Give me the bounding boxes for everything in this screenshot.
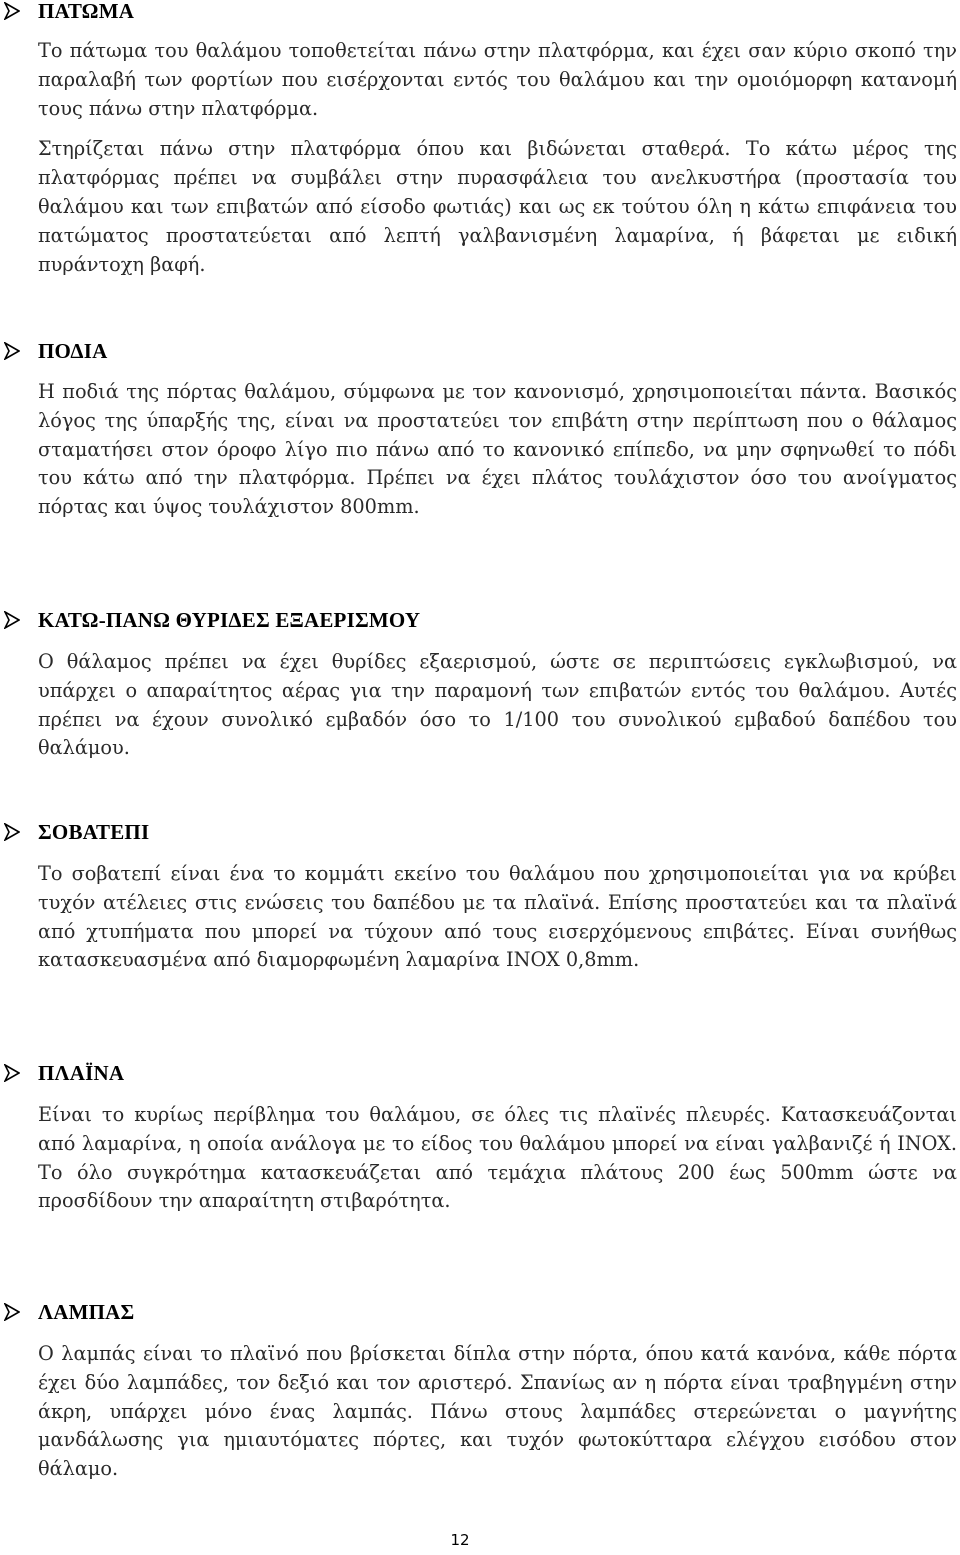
section-heading-text: ΚΑΤΩ-ΠΑΝΩ ΘΥΡΙΔΕΣ ΕΞΑΕΡΙΣΜΟΥ: [38, 608, 421, 632]
section-paragraph: Είναι το κυρίως περίβλημα του θαλάμου, σε όλες τις πλαϊνές πλευρές. Κατασκευάζονται από λαμαρίνα, η οποία ανάλογα με το είδος του θαλάμου μπορεί να είναι γαλβανιζέ ή INOX. Το όλο συγκρότημα κατασκευάζεται από τεμάχια πλάτους 200 έως 500mm ώστε να προσδίδουν την απαραίτητη στιβαρότητα.: [38, 1103, 957, 1213]
section-heading-text: ΣΟΒΑΤΕΠΙ: [38, 820, 150, 844]
section-heading: [0, 818, 960, 846]
arrowhead-bullet-icon: [4, 1064, 20, 1082]
section-heading: [0, 606, 960, 634]
section-paragraph: Ο θάλαμος πρέπει να έχει θυρίδες εξαερισμού, ώστε σε περιπτώσεις εγκλωβισμού, να υπάρχει ο απαραίτητος αέρας για την παραμονή των επιβατών εντός του θαλάμου. Αυτές πρέπει να έχουν συνολικό εμβαδόν όσο το 1/100 του συνολικού εμβαδού δαπέδου του θαλάμου.: [38, 650, 957, 760]
arrowhead-bullet-icon: [4, 342, 20, 360]
section-paragraph: Στηρίζεται πάνω στην πλατφόρμα όπου και βιδώνεται σταθερά. Το κάτω μέρος της πλατφόρμας πρέπει να συμβάλει στην πυρασφάλεια του ανελκυστήρα (προστασία του θαλάμου και των επιβατών από είσοδο φωτιάς) και ως εκ τούτου όλη η κάτω επιφάνεια του πατώματος προστατεύεται από λεπτή γαλβανισμένη λαμαρίνα, ή βάφεται με ειδική πυράντοχη βαφή.: [38, 137, 957, 276]
page-number: 12: [450, 1531, 470, 1549]
section-vents: [0, 606, 960, 763]
arrowhead-bullet-icon: [4, 2, 20, 20]
section-skirting: [0, 818, 960, 975]
arrowhead-bullet-icon: [4, 823, 20, 841]
section-paragraph: Η ποδιά της πόρτας θαλάμου, σύμφωνα με τον κανονισμό, χρησιμοποιείται πάντα. Βασικός λόγος της ύπαρξής της, είναι να προστατεύει τον επιβάτη στην περίπτωση που ο θάλαμος σταματήσει στον όροφο λίγο πιο πάνω από το κανονικό επίπεδο, να μην σφηνωθεί το πόδι του κάτω από την πλατφόρμα. Πρέπει να έχει πλάτος τουλάχιστον όσο του ανοίγματος πόρτας και ύψος τουλάχιστον 800mm.: [38, 380, 957, 519]
section-heading-text: ΛΑΜΠΑΣ: [38, 1300, 135, 1324]
section-floor: [0, 0, 960, 279]
section-paragraph: Το σοβατεπί είναι ένα το κομμάτι εκείνο του θαλάμου που χρησιμοποιείται για να κρύβει τυχόν ατέλειες στις ενώσεις του δαπέδου με τα πλαϊνά. Επίσης προστατεύει και τα πλαϊνά από χτυπήματα που μπορεί να τύχουν από τους εισερχόμενους επιβάτες. Είναι συνήθως κατασκευασμένα από διαμορφωμένη λαμαρίνα INOX 0,8mm.: [38, 862, 957, 972]
section-heading: [0, 0, 960, 25]
arrowhead-bullet-icon: [4, 611, 20, 629]
section-door-jamb: [0, 1298, 960, 1484]
section-heading: [0, 1298, 960, 1326]
section-side-panels: [0, 1059, 960, 1216]
section-apron: [0, 337, 960, 522]
section-paragraph: Το πάτωμα του θαλάμου τοποθετείται πάνω στην πλατφόρμα, και έχει σαν κύριο σκοπό την παραλαβή των φορτίων που εισέρχονται εντός του θαλάμου και την ομοιόμορφη κατανομή τους πάνω στην πλατφόρμα.: [38, 39, 957, 120]
arrowhead-bullet-icon: [4, 1303, 20, 1321]
section-heading-text: ΠΛΑΪΝΑ: [38, 1061, 125, 1085]
section-paragraph: Ο λαμπάς είναι το πλαϊνό που βρίσκεται δίπλα στην πόρτα, όπου κατά κανόνα, κάθε πόρτα έχει δύο λαμπάδες, τον δεξιό και τον αριστερό. Σπανίως αν η πόρτα είναι τραβηγμένη στην άκρη, υπάρχει μόνο ένας λαμπάς. Πάνω στους λαμπάδες στερεώνεται ο μαγνήτης μανδάλωσης για ημιαυτόματες πόρτες, και τυχόν φωτοκύτταρα ελέγχου εισόδου στον θάλαμο.: [38, 1342, 957, 1481]
section-heading: [0, 1059, 960, 1087]
section-heading-text: ΠΟΔΙΑ: [38, 339, 108, 363]
section-heading: [0, 337, 960, 365]
section-heading-text: ΠΑΤΩΜΑ: [38, 0, 135, 23]
